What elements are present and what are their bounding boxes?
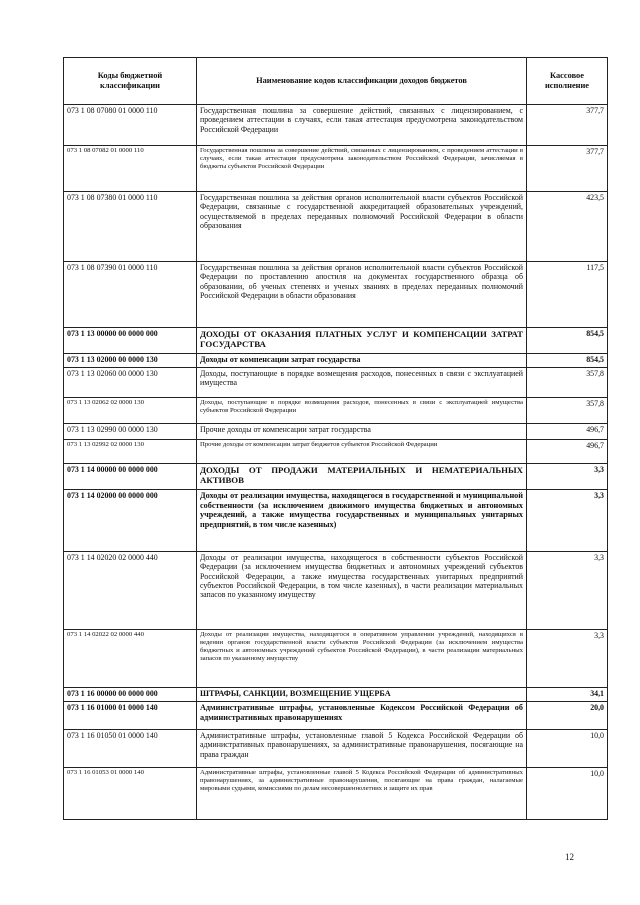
- table-row: [64, 424, 608, 440]
- table-row: [64, 464, 608, 490]
- table-row: [64, 146, 608, 192]
- row-name: ДОХОДЫ ОТ ОКАЗАНИЯ ПЛАТНЫХ УСЛУГ И КОМПЕНСАЦИИ ЗАТРАТ ГОСУДАРСТВА: [197, 328, 527, 354]
- budget-revenue-table: [63, 57, 608, 820]
- row-name: Государственная пошлина за действия органов исполнительной власти субъектов Российской Федерации по проставлению апостиля на документах государственного образца об образовании, об ученых степенях и ученых званиях в пределах переданных полномочий Российской Федерации в области образования: [197, 262, 527, 328]
- row-code: 073 1 13 02000 00 0000 130: [64, 354, 197, 368]
- row-name: Прочие доходы от компенсации затрат бюджетов субъектов Российской Федерации: [197, 440, 527, 464]
- row-value: 20,0: [527, 702, 608, 730]
- page-number: 12: [565, 852, 574, 862]
- table-row: [64, 552, 608, 630]
- row-value: 854,5: [527, 328, 608, 354]
- row-code: 073 1 14 02000 00 0000 000: [64, 490, 197, 552]
- table-row: [64, 354, 608, 368]
- row-code: 073 1 14 00000 00 0000 000: [64, 464, 197, 490]
- row-name: Административные штрафы, установленные главой 5 Кодекса Российской Федерации об административных правонарушениях, за административные правонарушения, посягающие на права граждан, налагаемые мировыми судьями, комиссиями по делам несовершеннолетних и защите их прав: [197, 768, 527, 820]
- row-value: 10,0: [527, 768, 608, 820]
- row-name: Административные штрафы, установленные главой 5 Кодекса Российской Федерации об административных правонарушениях, за административные правонарушения, посягающие на права граждан: [197, 730, 527, 768]
- table-row: [64, 192, 608, 262]
- table-row: [64, 440, 608, 464]
- row-name: ДОХОДЫ ОТ ПРОДАЖИ МАТЕРИАЛЬНЫХ И НЕМАТЕРИАЛЬНЫХ АКТИВОВ: [197, 464, 527, 490]
- header-name: Наименование кодов классификации доходов бюджетов: [197, 58, 527, 105]
- row-value: 357,8: [527, 398, 608, 424]
- row-value: 3,3: [527, 630, 608, 688]
- row-name: Доходы, поступающие в порядке возмещения расходов, понесенных в связи с эксплуатацией имущества: [197, 368, 527, 398]
- row-name: Прочие доходы от компенсации затрат государства: [197, 424, 527, 440]
- table-row: [64, 490, 608, 552]
- table-row: [64, 398, 608, 424]
- table-row: [64, 262, 608, 328]
- table-row: [64, 328, 608, 354]
- row-name: Административные штрафы, установленные Кодексом Российской Федерации об административных правонарушениях: [197, 702, 527, 730]
- row-name: Доходы от компенсации затрат государства: [197, 354, 527, 368]
- table-row: [64, 702, 608, 730]
- row-code: 073 1 16 01050 01 0000 140: [64, 730, 197, 768]
- row-code: 073 1 13 02062 02 0000 130: [64, 398, 197, 424]
- row-code: 073 1 16 01000 01 0000 140: [64, 702, 197, 730]
- row-value: 377,7: [527, 146, 608, 192]
- row-value: 496,7: [527, 440, 608, 464]
- row-code: 073 1 14 02022 02 0000 440: [64, 630, 197, 688]
- row-code: 073 1 13 02992 02 0000 130: [64, 440, 197, 464]
- row-name: Государственная пошлина за действия органов исполнительной власти субъектов Российской Федерации, связанные с государственной аккредитацией образовательных учреждений, осуществляемой в пределах переданных полномочий Российской Федерации в области образования: [197, 192, 527, 262]
- row-value: 3,3: [527, 464, 608, 490]
- row-code: 073 1 08 07080 01 0000 110: [64, 105, 197, 146]
- row-code: 073 1 13 02990 00 0000 130: [64, 424, 197, 440]
- row-name: Доходы от реализации имущества, находящегося в государственной и муниципальной собственности (за исключением движимого имущества бюджетных и автономных учреждений, а также имущества государственных и муниципальных унитарных предприятий, в том числе казенных): [197, 490, 527, 552]
- row-code: 073 1 08 07380 01 0000 110: [64, 192, 197, 262]
- table-row: [64, 630, 608, 688]
- row-name: ШТРАФЫ, САНКЦИИ, ВОЗМЕЩЕНИЕ УЩЕРБА: [197, 688, 527, 702]
- row-value: 117,5: [527, 262, 608, 328]
- row-code: 073 1 08 07390 01 0000 110: [64, 262, 197, 328]
- table-row: [64, 105, 608, 146]
- row-name: Доходы от реализации имущества, находящегося в оперативном управлении учреждений, находящихся в ведении органов государственной власти субъектов Российской Федерации (за исключением имущества бюджетных и автономных учреждений субъектов Российской Федерации), в части реализации материальных запасов по указанному имуществу: [197, 630, 527, 688]
- row-name: Доходы, поступающие в порядке возмещения расходов, понесенных в связи с эксплуатацией имущества субъектов Российской Федерации: [197, 398, 527, 424]
- row-value: 854,5: [527, 354, 608, 368]
- row-name: Государственная пошлина за совершение действий, связанных с лицензированием, с проведением аттестации в случаях, если такая аттестация предусмотрена законодательством Российской Федерации: [197, 105, 527, 146]
- row-code: 073 1 16 00000 00 0000 000: [64, 688, 197, 702]
- row-value: 3,3: [527, 552, 608, 630]
- table-row: [64, 368, 608, 398]
- row-value: 34,1: [527, 688, 608, 702]
- header-value: Кассовое исполнение: [527, 58, 608, 105]
- row-value: 423,5: [527, 192, 608, 262]
- row-code: 073 1 14 02020 02 0000 440: [64, 552, 197, 630]
- row-value: 496,7: [527, 424, 608, 440]
- row-name: Государственная пошлина за совершение действий, связанных с лицензированием, с проведением аттестации в случаях, если такая аттестация предусмотрена законодательством Российской Федерации, зачисляемая в бюджеты субъектов Российской Федерации: [197, 146, 527, 192]
- row-value: 3,3: [527, 490, 608, 552]
- table-row: [64, 688, 608, 702]
- table-header-row: [64, 58, 608, 105]
- row-code: 073 1 13 02060 00 0000 130: [64, 368, 197, 398]
- row-value: 377,7: [527, 105, 608, 146]
- row-value: 357,8: [527, 368, 608, 398]
- row-code: 073 1 16 01053 01 0000 140: [64, 768, 197, 820]
- row-code: 073 1 13 00000 00 0000 000: [64, 328, 197, 354]
- header-code: Коды бюджетной классификации: [64, 58, 197, 105]
- table-row: [64, 730, 608, 768]
- row-value: 10,0: [527, 730, 608, 768]
- row-name: Доходы от реализации имущества, находящегося в собственности субъектов Российской Федерации (за исключением имущества бюджетных и автономных учреждений субъектов Российской Федерации, а также имущества государственных унитарных предприятий субъектов Российской Федерации, в том числе казенных), в части реализации материальных запасов по указанному имуществу: [197, 552, 527, 630]
- row-code: 073 1 08 07082 01 0000 110: [64, 146, 197, 192]
- table-row: [64, 768, 608, 820]
